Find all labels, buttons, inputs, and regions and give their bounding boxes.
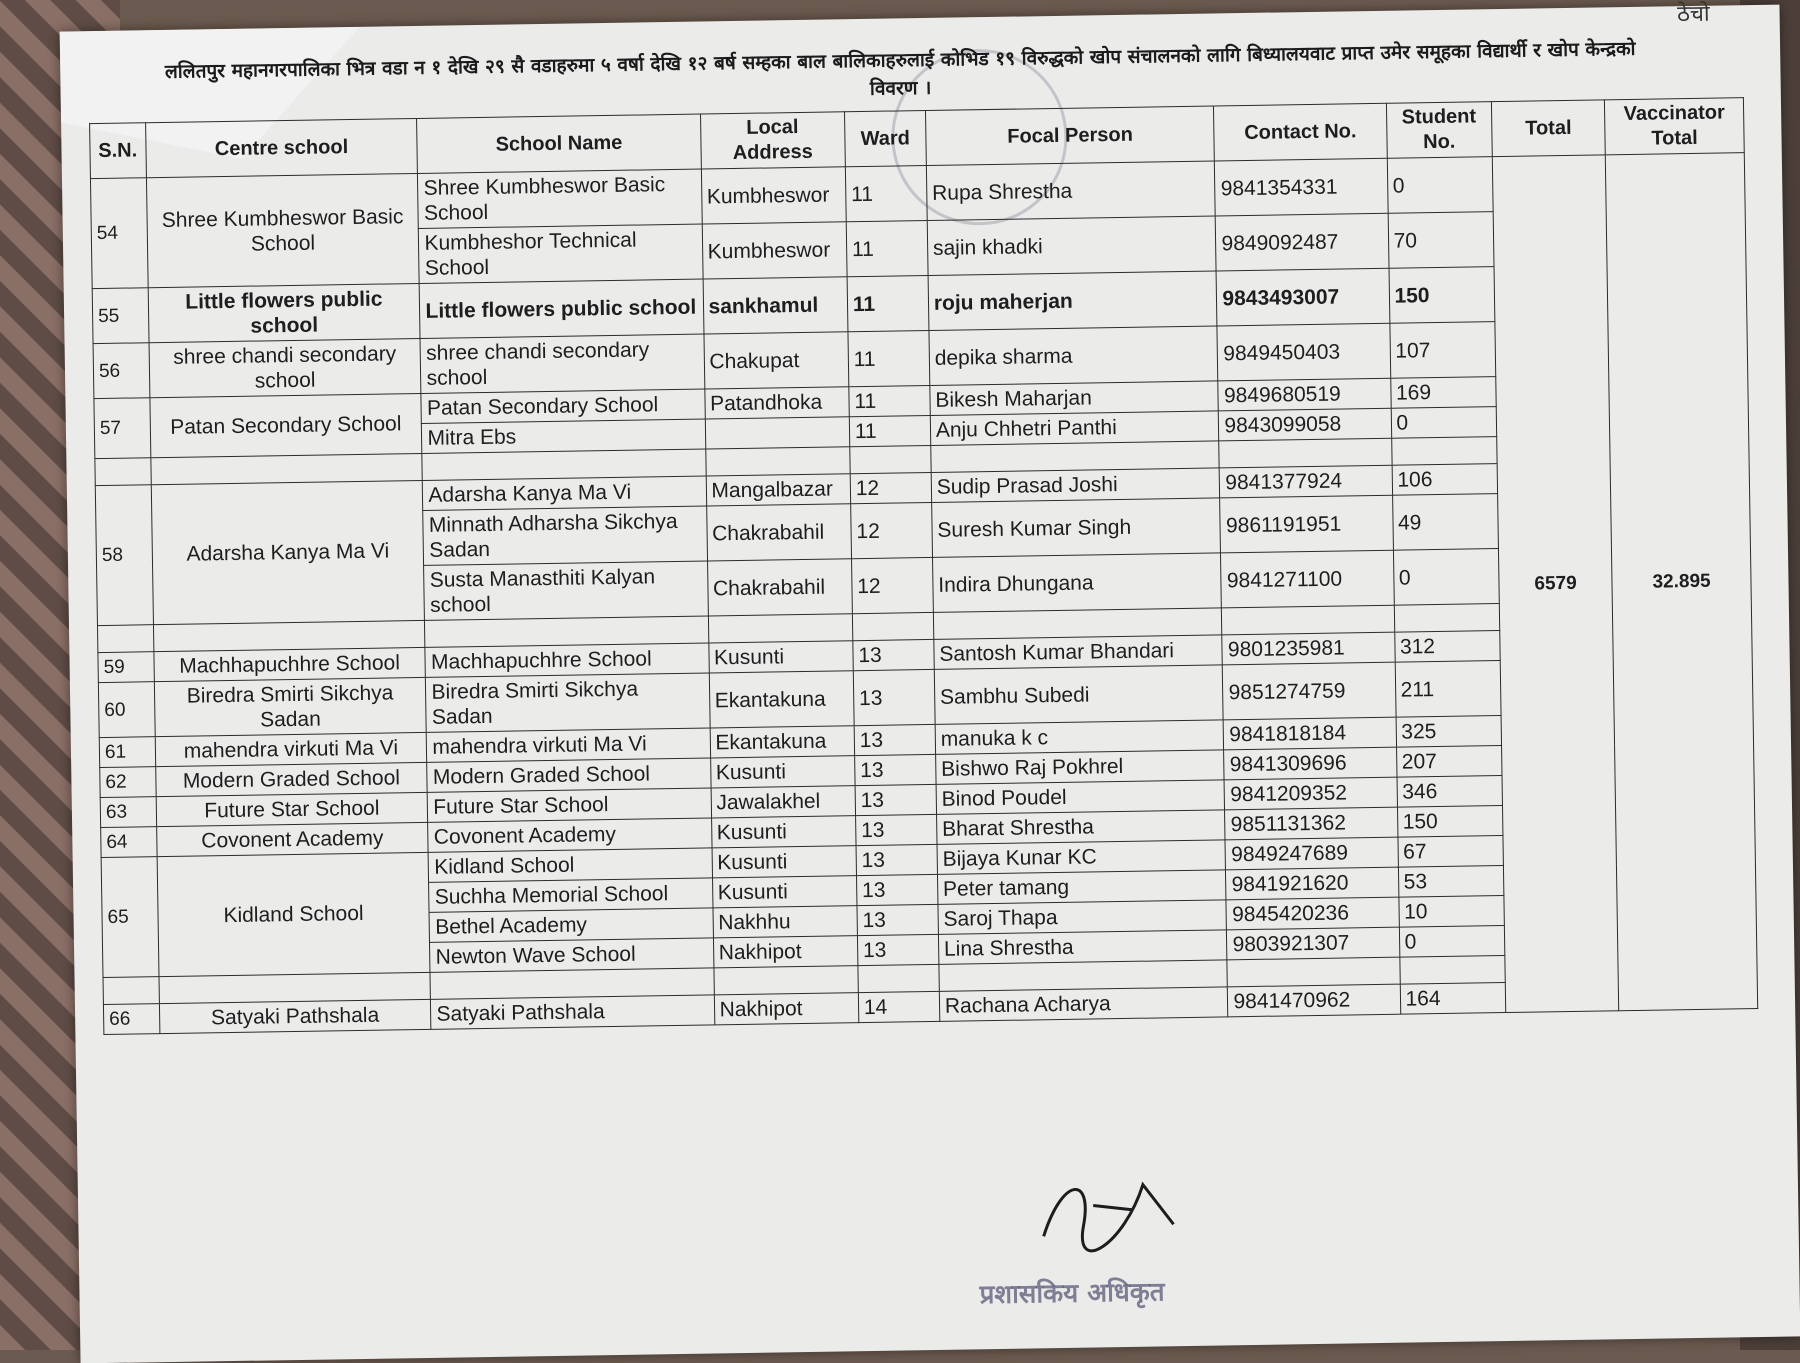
cell-students: 150 (1397, 806, 1503, 838)
cell-school-name: Machhapuchhre School (425, 643, 708, 677)
cell-school-name: Bethel Academy (429, 908, 712, 942)
school-vaccination-table (89, 97, 1758, 1035)
cell-vaccinator-total: 32.895 (1605, 153, 1757, 1011)
cell-ward: 12 (850, 472, 931, 503)
cell-centre-school: Kidland School (157, 852, 431, 976)
cell-ward: 12 (851, 557, 933, 613)
cell-address: Ekantakuna (710, 726, 855, 758)
cell-focal-person: Lina Shrestha (938, 930, 1227, 965)
document-sheet (60, 1, 1800, 1363)
cell-sn: 66 (103, 1004, 159, 1035)
cell-address: Chakupat (703, 332, 848, 389)
cell-focal-person: Bharat Shrestha (936, 810, 1225, 845)
cell-centre-school: mahendra virkuti Ma Vi (155, 732, 427, 766)
cell-focal-person: Indira Dhungana (932, 553, 1221, 613)
cell-sn: 61 (99, 737, 155, 768)
cell-contact: 9849450403 (1217, 323, 1390, 381)
cell-school-name: mahendra virkuti Ma Vi (427, 728, 710, 762)
cell-students: 53 (1398, 866, 1504, 898)
header-centre-school: Centre school (145, 118, 418, 177)
header-ward: Ward (844, 111, 926, 167)
cell-contact: 9841377924 (1220, 465, 1392, 498)
cell-contact: 9845420236 (1226, 897, 1398, 930)
cell-students: 346 (1397, 776, 1503, 808)
cell-contact: 9803921307 (1227, 927, 1399, 960)
cell-contact: 9849092487 (1216, 213, 1389, 271)
cell-contact: 9849247689 (1225, 837, 1397, 870)
cell-address: Kumbheswor (701, 167, 846, 224)
cell-centre-school: Biredra Smirti Sikchya Sadan (154, 677, 427, 736)
cell-address: Kusunti (712, 846, 857, 878)
cell-address: Nakhipot (714, 993, 859, 1025)
cell-contact: 9841470962 (1228, 984, 1400, 1017)
corner-note: ठेचो (1676, 1, 1710, 28)
cell-sn: 56 (93, 343, 149, 399)
cell-contact: 9841209352 (1224, 777, 1396, 810)
header-focal-person: Focal Person (925, 106, 1214, 166)
cell-ward: 13 (853, 669, 935, 725)
cell-contact: 9841309696 (1224, 747, 1396, 780)
cell-ward: 13 (857, 934, 938, 965)
cell-focal-person: Peter tamang (937, 870, 1226, 905)
cell-school-name: Future Star School (428, 788, 711, 822)
cell-centre-school: Adarsha Kanya Ma Vi (151, 480, 425, 624)
cell-ward: 11 (849, 385, 930, 416)
cell-ward: 11 (847, 275, 929, 331)
cell-address: Kumbheswor (702, 222, 847, 279)
cell-address: sankhamul (703, 277, 848, 334)
document-title: ललितपुर महानगरपालिका भित्र वडा न १ देखि २९ सै वडाहरुमा ५ वर्षा देखि १२ बर्ष सम्हका बाल बालिकाहरुलाई कोभिड १९ विरुद्धको खोप संचालनको लागि बिध्यालयवाट प्राप्त उमेर समूहका विद्यार्थी र खोप केन्द्रको विवरण । (164, 37, 1636, 100)
cell-school-name: Susta Manasthiti Kalyan school (424, 561, 708, 620)
cell-contact: 9861191951 (1220, 495, 1393, 553)
cell-address: Chakrabahil (706, 504, 851, 561)
cell-contact: 9851131362 (1225, 807, 1397, 840)
cell-ward: 13 (856, 844, 937, 875)
cell-focal-person: Santosh Kumar Bhandari (934, 635, 1223, 670)
cell-students: 0 (1387, 157, 1493, 214)
cell-students: 106 (1392, 464, 1498, 496)
cell-school-name: Shree Kumbheswor Basic School (418, 169, 702, 228)
cell-address: Mangalbazar (706, 474, 851, 506)
cell-sn: 59 (98, 652, 154, 683)
cell-focal-person: Saroj Thapa (938, 900, 1227, 935)
cell-address (705, 417, 850, 449)
cell-school-name: Suchha Memorial School (429, 878, 712, 912)
header-sn: S.N. (90, 123, 146, 179)
cell-students: 0 (1391, 407, 1497, 439)
cell-contact: 9841354331 (1215, 158, 1388, 216)
cell-ward: 13 (855, 814, 936, 845)
cell-focal-person: manuka k c (935, 720, 1224, 755)
cell-ward: 13 (853, 639, 934, 670)
cell-address: Jawalakhel (711, 786, 856, 818)
cell-school-name: Adarsha Kanya Ma Vi (423, 476, 706, 510)
cell-contact: 9843099058 (1219, 408, 1391, 441)
cell-focal-person: Bikesh Maharjan (930, 381, 1219, 416)
cell-school-name: Mitra Ebs (422, 419, 705, 453)
cell-address: Kusunti (711, 816, 856, 848)
cell-address: Ekantakuna (709, 671, 854, 728)
cell-total: 6579 (1492, 155, 1619, 1013)
cell-centre-school: Shree Kumbheswor Basic School (146, 173, 420, 287)
cell-students: 67 (1397, 836, 1503, 868)
cell-students: 211 (1395, 661, 1501, 718)
cell-focal-person: Rachana Acharya (939, 987, 1228, 1022)
cell-students: 207 (1396, 746, 1502, 778)
cell-ward: 13 (855, 784, 936, 815)
cell-centre-school: Modern Graded School (155, 762, 427, 796)
cell-contact: 9841921620 (1226, 867, 1398, 900)
header-local-address: Local Address (700, 112, 845, 169)
cell-focal-person: Bijaya Kunar KC (937, 840, 1226, 875)
cell-address: Kusunti (708, 641, 853, 673)
cell-students: 312 (1394, 631, 1500, 663)
cell-sn: 60 (98, 682, 154, 738)
cell-students: 150 (1389, 267, 1495, 324)
cell-address: Kusunti (712, 876, 857, 908)
cell-contact: 9843493007 (1217, 268, 1390, 326)
cell-centre-school: Machhapuchhre School (153, 647, 425, 681)
cell-centre-school: shree chandi secondary school (149, 338, 422, 397)
cell-students: 0 (1393, 549, 1499, 606)
cell-address: Patandhoka (704, 387, 849, 419)
cell-school-name: Newton Wave School (430, 938, 713, 972)
cell-school-name: shree chandi secondary school (420, 334, 704, 393)
cell-contact: 9841271100 (1221, 550, 1394, 608)
cell-sn: 55 (92, 288, 148, 344)
cell-address: Nakhipot (713, 936, 858, 968)
cell-sn: 54 (90, 178, 147, 289)
cell-focal-person: Binod Poudel (936, 780, 1225, 815)
cell-address: Nakhhu (713, 906, 858, 938)
office-stamp-text: प्रशासकिय अधिकृत (979, 1277, 1165, 1311)
cell-address: Chakrabahil (707, 559, 852, 616)
cell-centre-school: Satyaki Pathshala (159, 999, 431, 1033)
cell-focal-person: Anju Chhetri Panthi (930, 411, 1219, 446)
cell-sn: 58 (95, 485, 153, 626)
cell-school-name: Little flowers public school (420, 279, 704, 338)
cell-school-name: Kumbheshor Technical School (419, 224, 703, 283)
cell-centre-school: Patan Secondary School (149, 393, 422, 457)
cell-focal-person: Sambhu Subedi (934, 665, 1223, 725)
cell-school-name: Covonent Academy (428, 818, 711, 852)
cell-students: 164 (1400, 983, 1506, 1015)
cell-ward: 14 (858, 991, 939, 1022)
header-student-no: Student No. (1386, 102, 1492, 159)
cell-sn: 57 (94, 398, 150, 459)
cell-school-name: Patan Secondary School (421, 389, 704, 423)
cell-students: 70 (1388, 212, 1494, 269)
cell-contact: 9851274759 (1223, 662, 1396, 720)
cell-students: 325 (1396, 716, 1502, 748)
header-total: Total (1491, 100, 1605, 157)
cell-ward: 11 (846, 220, 928, 276)
cell-students: 107 (1389, 322, 1495, 379)
header-vaccinator-total: Vaccinator Total (1605, 98, 1745, 155)
cell-students: 0 (1399, 926, 1505, 958)
cell-focal-person: sajin khadki (927, 216, 1216, 276)
header-contact-no: Contact No. (1214, 103, 1387, 161)
cell-students: 49 (1392, 494, 1498, 551)
signature-scribble (1033, 1164, 1194, 1257)
cell-students: 169 (1390, 377, 1496, 409)
cell-centre-school: Future Star School (156, 792, 428, 826)
cell-ward: 11 (848, 330, 930, 386)
cell-focal-person: depika sharma (929, 326, 1218, 386)
cell-contact: 9849680519 (1218, 378, 1390, 411)
cell-ward: 11 (845, 165, 927, 221)
cell-centre-school: Little flowers public school (148, 283, 421, 342)
cell-centre-school: Covonent Academy (156, 822, 428, 856)
cell-ward: 11 (849, 415, 930, 446)
cell-students: 10 (1398, 896, 1504, 928)
cell-focal-person: Rupa Shrestha (926, 161, 1215, 221)
cell-contact: 9841818184 (1224, 717, 1396, 750)
cell-ward: 13 (856, 874, 937, 905)
cell-sn: 64 (101, 827, 157, 858)
cell-sn: 65 (101, 857, 158, 978)
cell-ward: 13 (854, 724, 935, 755)
cell-focal-person: Bishwo Raj Pokhrel (935, 750, 1224, 785)
cell-sn: 62 (100, 767, 156, 798)
cell-school-name: Minnath Adharsha Sikchya Sadan (423, 506, 707, 565)
cell-ward: 12 (850, 502, 932, 558)
cell-focal-person: roju maherjan (928, 271, 1217, 331)
cell-school-name: Kidland School (429, 848, 712, 882)
cell-school-name: Satyaki Pathshala (431, 995, 714, 1029)
cell-ward: 13 (854, 754, 935, 785)
cell-focal-person: Suresh Kumar Singh (931, 498, 1220, 558)
cell-contact: 9801235981 (1222, 632, 1394, 665)
header-school-name: School Name (417, 114, 701, 173)
cell-ward: 13 (857, 904, 938, 935)
cell-school-name: Biredra Smirti Sikchya Sadan (426, 673, 710, 732)
cell-sn: 63 (100, 797, 156, 828)
cell-address: Kusunti (710, 756, 855, 788)
cell-focal-person: Sudip Prasad Joshi (931, 468, 1220, 503)
cell-school-name: Modern Graded School (427, 758, 710, 792)
